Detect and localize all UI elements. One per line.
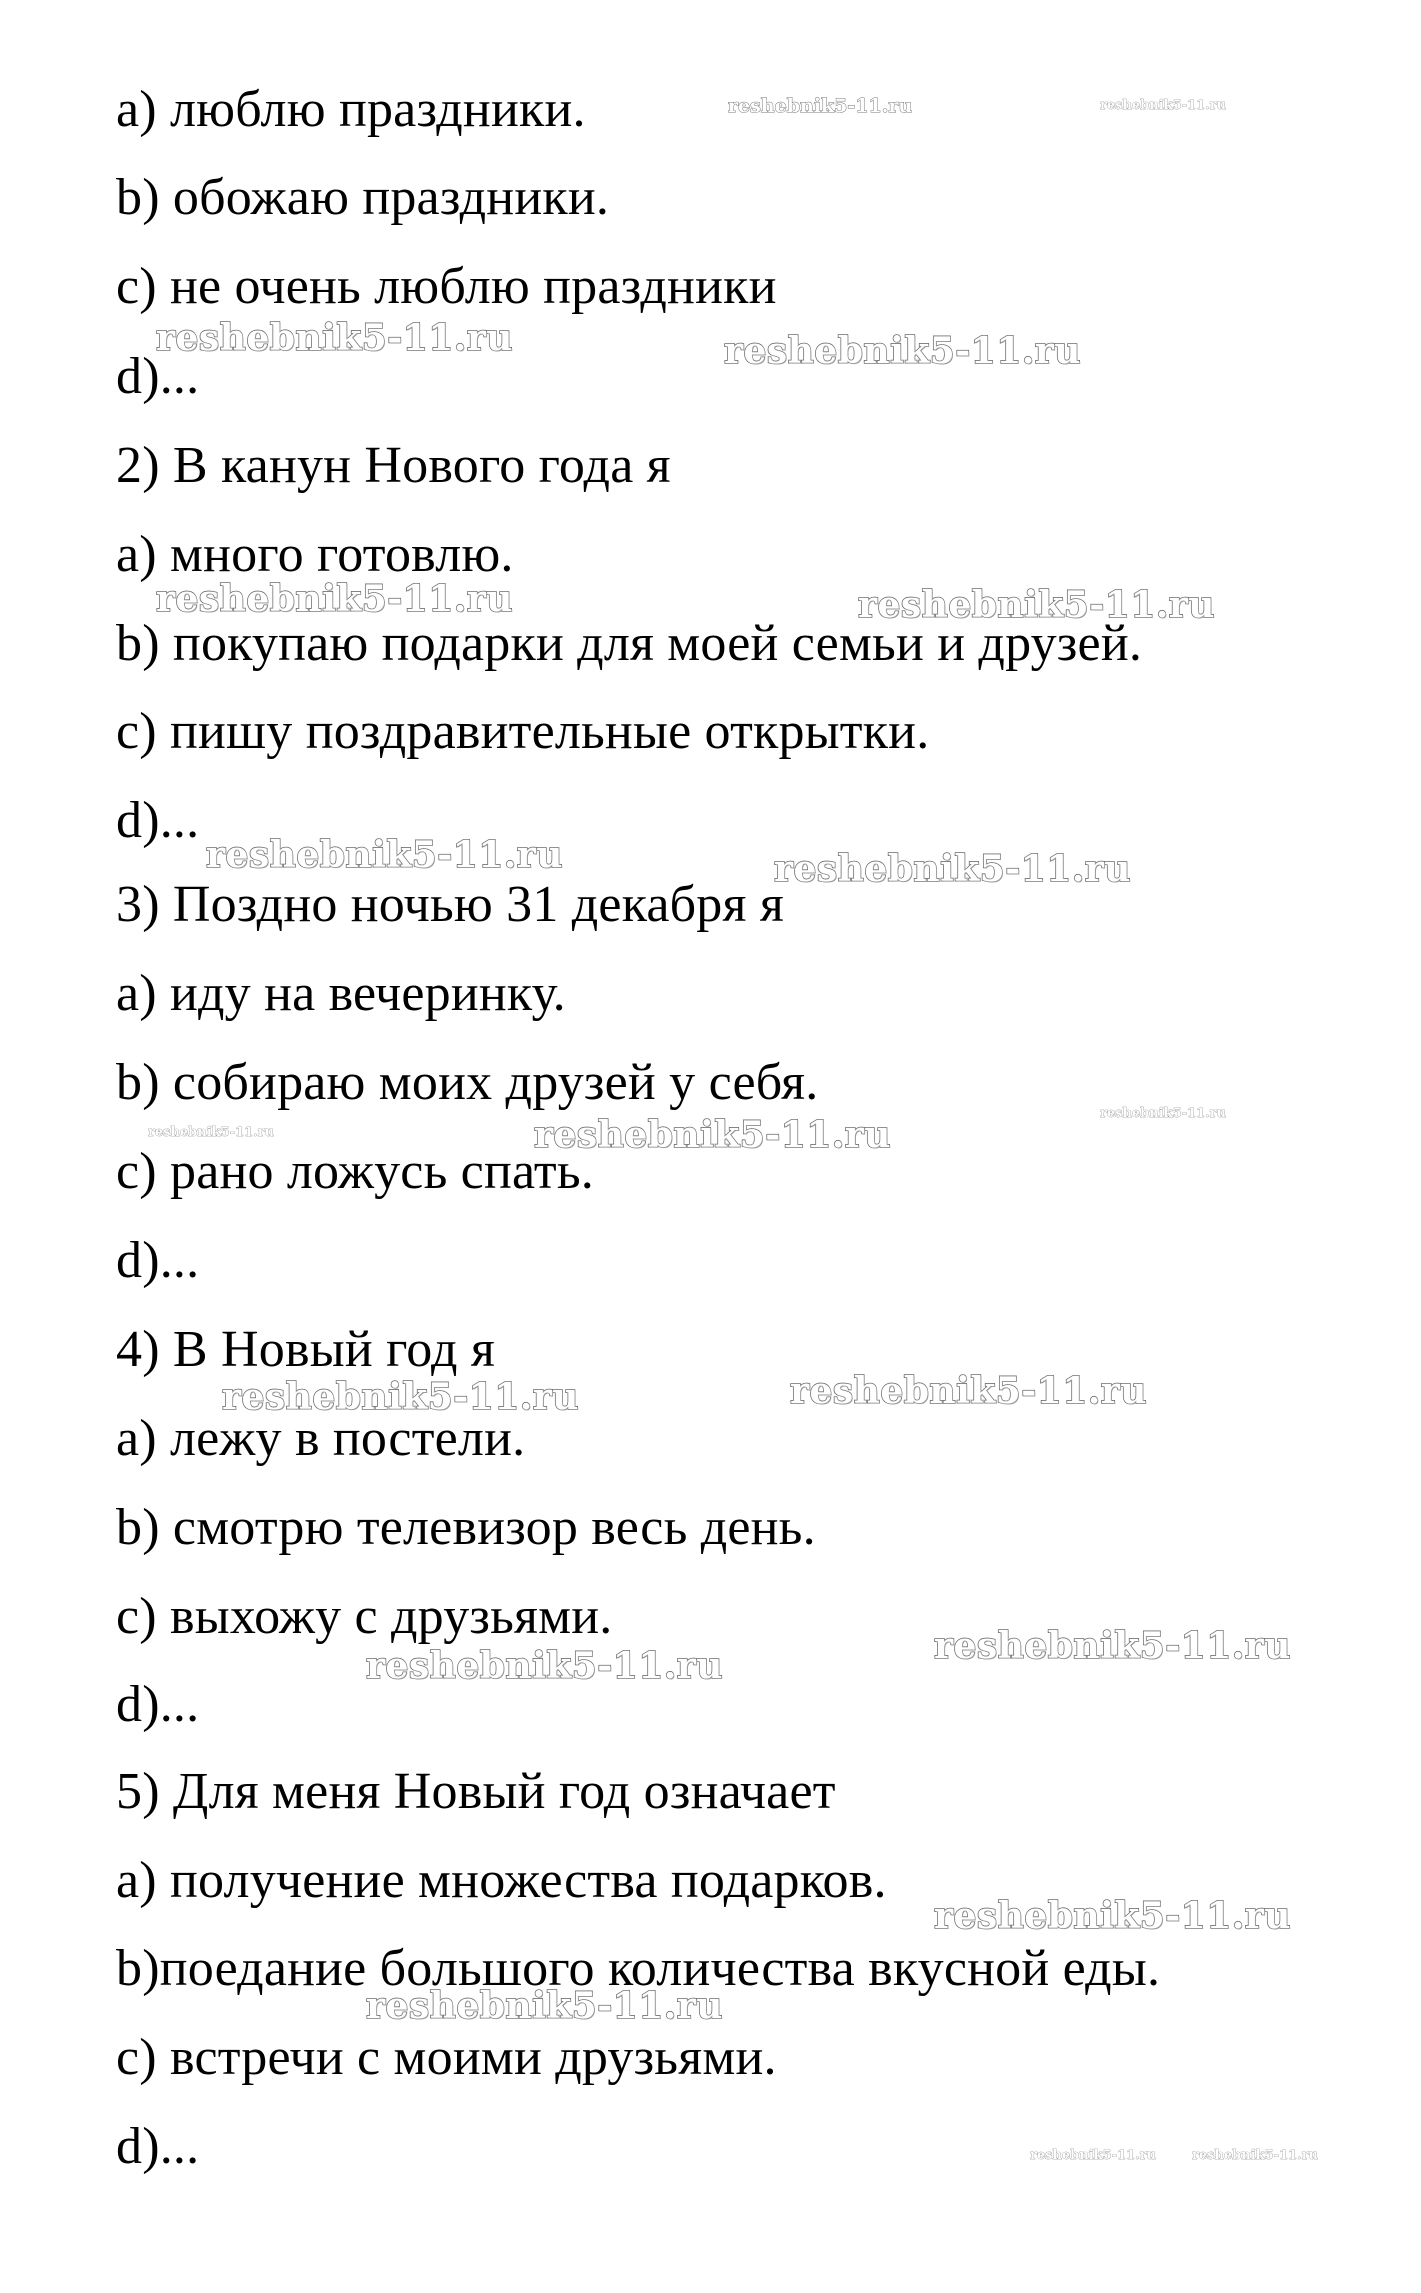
option-line: a) много готовлю. (116, 526, 514, 583)
watermark: reshebnik5-11.ru (206, 834, 563, 876)
watermark: reshebnik5-11.ru (1100, 98, 1227, 113)
watermark: reshebnik5-11.ru (156, 578, 513, 620)
option-line: b) собираю моих друзей у себя. (116, 1054, 819, 1111)
watermark: reshebnik5-11.ru (1192, 2148, 1319, 2163)
option-line: c) встречи с моими друзьями. (116, 2029, 777, 2086)
watermark: reshebnik5-11.ru (774, 848, 1131, 890)
option-line: d)... (116, 1676, 200, 1733)
watermark: reshebnik5-11.ru (148, 1125, 275, 1140)
option-line: b) обожаю праздники. (116, 169, 610, 226)
question-line: 4) В Новый год я (116, 1321, 495, 1378)
option-line: a) лежу в постели. (116, 1410, 526, 1467)
option-line: a) иду на вечеринку. (116, 965, 566, 1022)
option-line: c) не очень люблю праздники (116, 258, 777, 315)
option-line: b)поедание большого количества вкусной еды. (116, 1940, 1161, 1997)
option-line: b) покупаю подарки для моей семьи и друзей. (116, 615, 1143, 672)
watermark: reshebnik5-11.ru (1100, 1106, 1227, 1121)
watermark: reshebnik5-11.ru (728, 95, 913, 117)
watermark: reshebnik5-11.ru (790, 1370, 1147, 1412)
watermark: reshebnik5-11.ru (156, 317, 513, 359)
option-line: c) выхожу с друзьями. (116, 1588, 613, 1645)
watermark: reshebnik5-11.ru (366, 1985, 723, 2027)
watermark: reshebnik5-11.ru (222, 1376, 579, 1418)
option-line: b) смотрю телевизор весь день. (116, 1499, 816, 1556)
watermark: reshebnik5-11.ru (366, 1645, 723, 1687)
option-line: d)... (116, 2118, 200, 2175)
question-line: 5) Для меня Новый год означает (116, 1763, 836, 1820)
watermark: reshebnik5-11.ru (724, 330, 1081, 372)
watermark: reshebnik5-11.ru (858, 584, 1215, 626)
watermark: reshebnik5-11.ru (934, 1895, 1291, 1937)
option-line: c) пишу поздравительные открытки. (116, 703, 930, 760)
watermark: reshebnik5-11.ru (534, 1114, 891, 1156)
watermark: reshebnik5-11.ru (1030, 2148, 1157, 2163)
option-line: a) получение множества подарков. (116, 1852, 887, 1909)
question-line: 2) В канун Нового года я (116, 437, 671, 494)
option-line: d)... (116, 348, 200, 405)
watermark: reshebnik5-11.ru (934, 1625, 1291, 1667)
option-line: c) рано ложусь спать. (116, 1143, 594, 1200)
option-line: d)... (116, 792, 200, 849)
option-line: d)... (116, 1232, 200, 1289)
option-line: a) люблю праздники. (116, 81, 586, 138)
question-line: 3) Поздно ночью 31 декабря я (116, 876, 784, 933)
